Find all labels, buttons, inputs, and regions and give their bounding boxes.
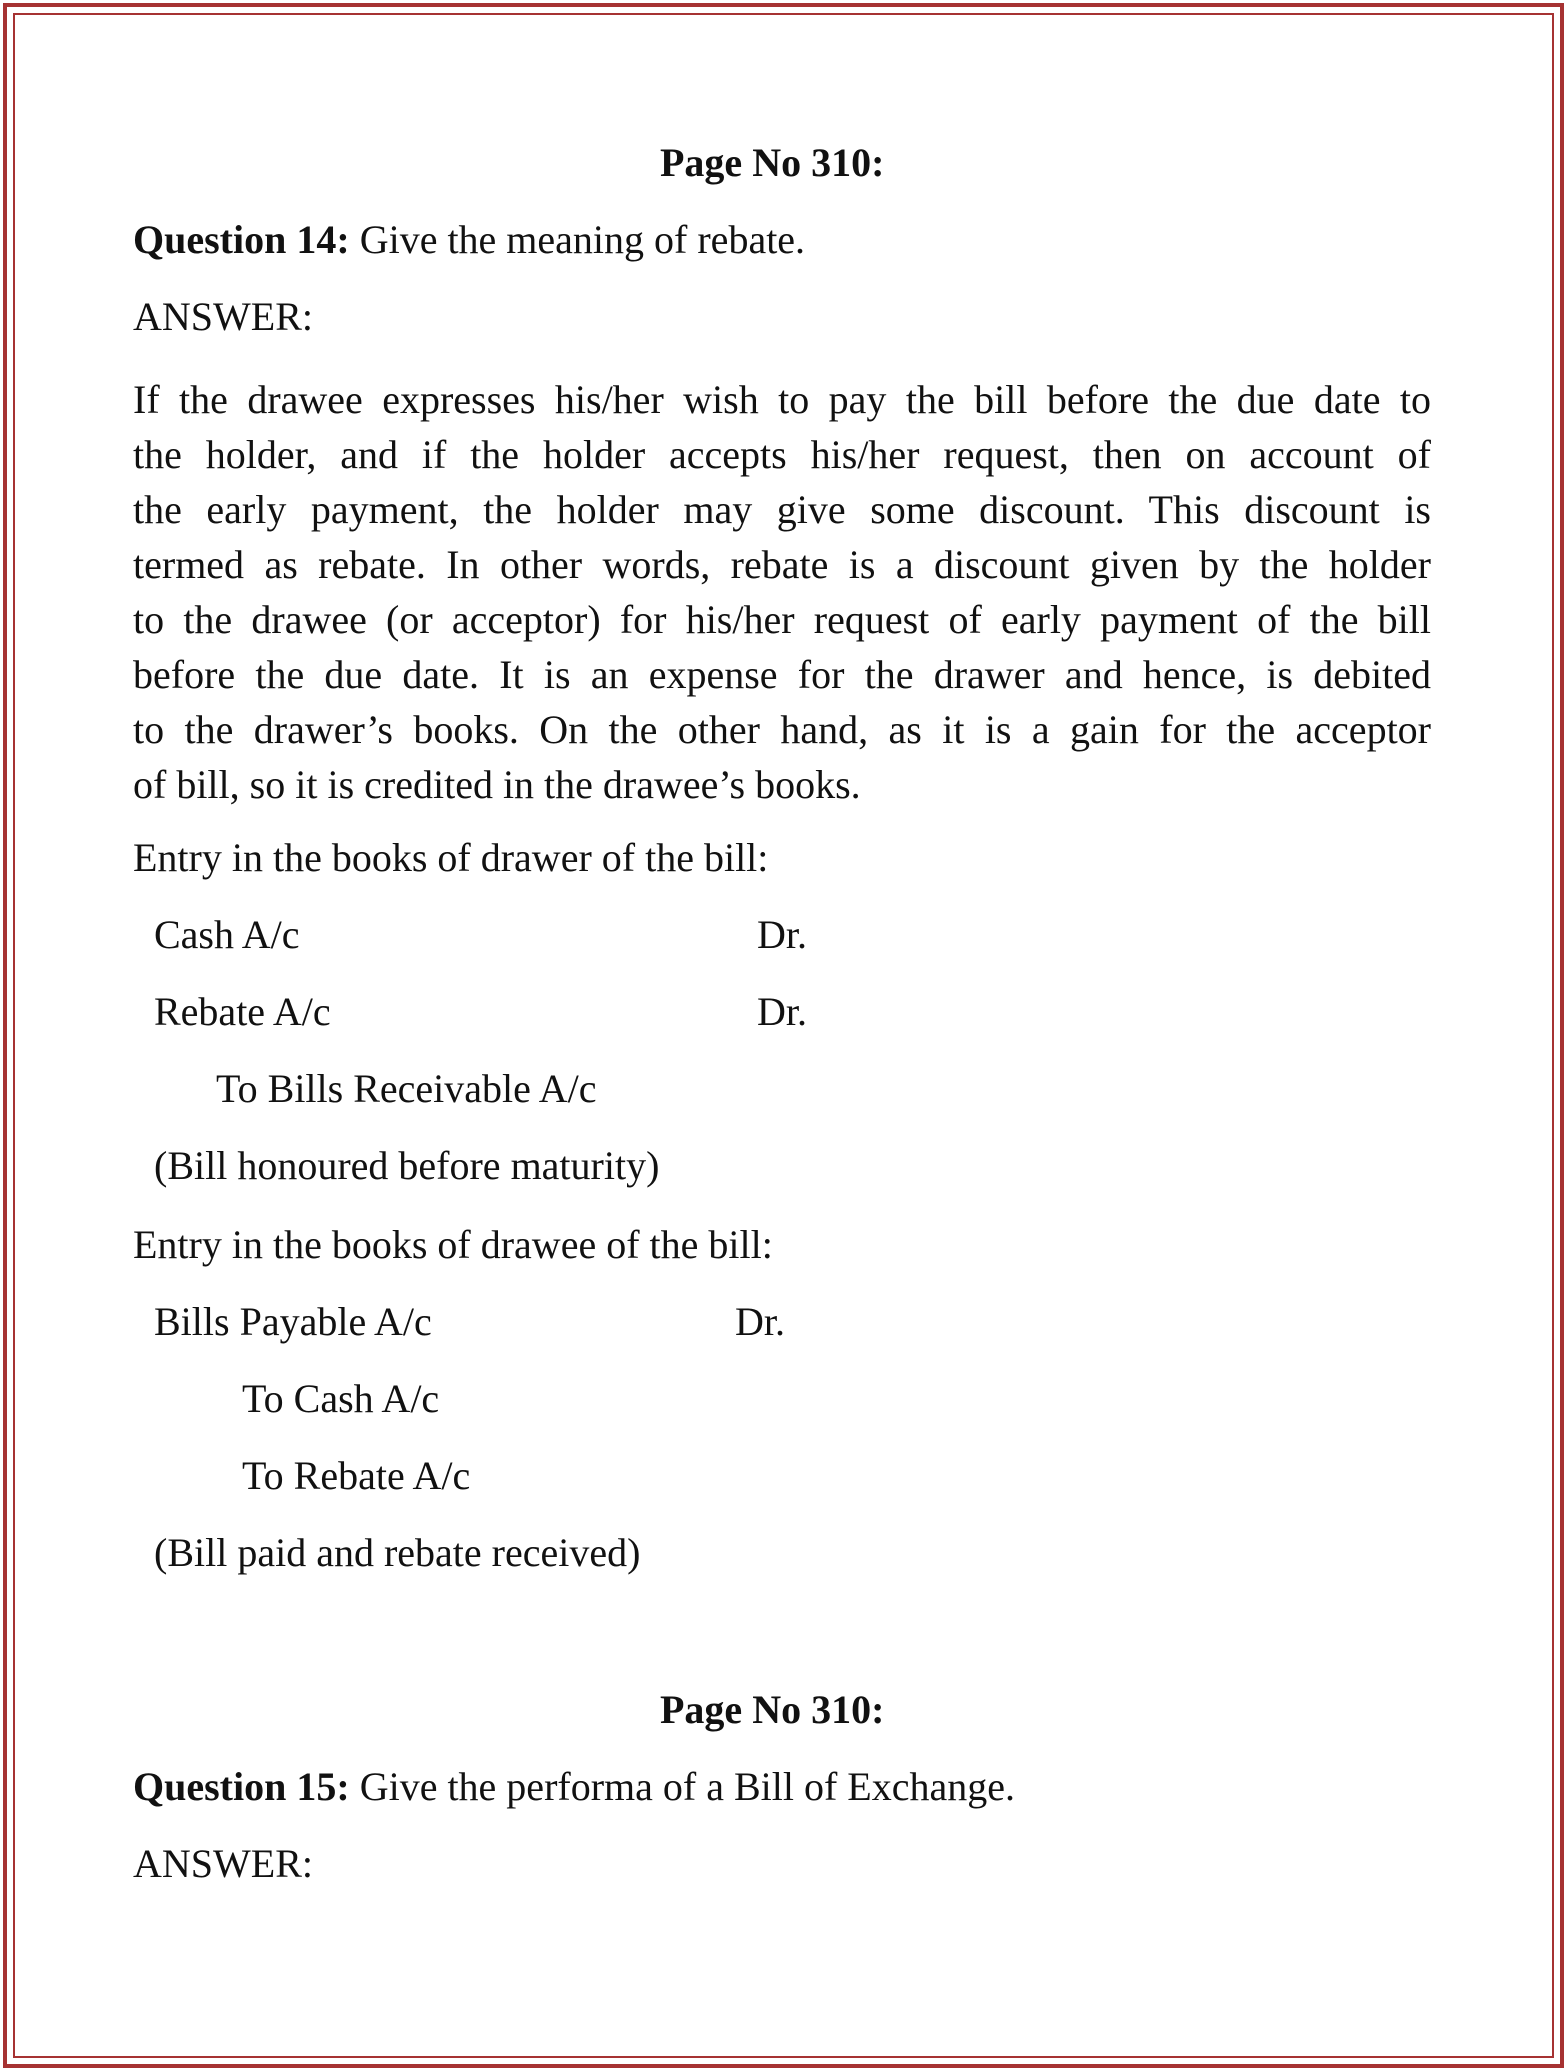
drawee-debit-marker: Dr. (735, 1299, 785, 1344)
paragraph-line: to the drawer’s books. On the other hand, as it is a gain for the acceptor (133, 707, 1431, 752)
paragraph-line: If the drawee expresses his/her wish to pay the bill before the due date to (133, 377, 1431, 422)
answer-label: ANSWER: (133, 1841, 313, 1886)
paragraph-line: of bill, so it is credited in the drawee’s books. (133, 762, 861, 807)
drawer-debit-marker: Dr. (757, 989, 807, 1034)
drawer-narration: (Bill honoured before maturity) (154, 1143, 660, 1188)
paragraph-line: before the due date. It is an expense for the drawer and hence, is debited (133, 652, 1431, 697)
drawer-debit-account: Rebate A/c (154, 989, 331, 1034)
page-heading: Page No 310: (660, 1687, 885, 1732)
drawer-debit-account: Cash A/c (154, 912, 300, 957)
page-heading: Page No 310: (660, 140, 885, 185)
paragraph-line: the early payment, the holder may give some discount. This discount is (133, 487, 1431, 532)
question-label: Question 15: (133, 1764, 350, 1809)
question-text: Give the meaning of rebate. (359, 217, 806, 262)
question-text: Give the performa of a Bill of Exchange. (359, 1764, 1015, 1809)
drawer-entry-heading: Entry in the books of drawer of the bill: (133, 835, 769, 880)
question-label: Question 14: (133, 217, 350, 262)
answer-paragraph (133, 372, 1431, 812)
drawee-credit-account: To Cash A/c (242, 1376, 440, 1421)
paragraph-line: to the drawee (or acceptor) for his/her request of early payment of the bill (133, 597, 1431, 642)
drawee-credit-account: To Rebate A/c (242, 1453, 471, 1498)
drawer-credit-account: To Bills Receivable A/c (216, 1066, 597, 1111)
drawee-debit-account: Bills Payable A/c (154, 1299, 432, 1344)
answer-label: ANSWER: (133, 294, 313, 339)
paragraph-line: termed as rebate. In other words, rebate is a discount given by the holder (133, 542, 1431, 587)
drawee-entry-heading: Entry in the books of drawee of the bill: (133, 1222, 773, 1267)
drawee-narration: (Bill paid and rebate received) (154, 1530, 641, 1575)
question-14 (133, 217, 806, 262)
question-15 (133, 1764, 1015, 1809)
drawer-debit-marker: Dr. (757, 912, 807, 957)
paragraph-line: the holder, and if the holder accepts his/her request, then on account of (133, 432, 1431, 477)
